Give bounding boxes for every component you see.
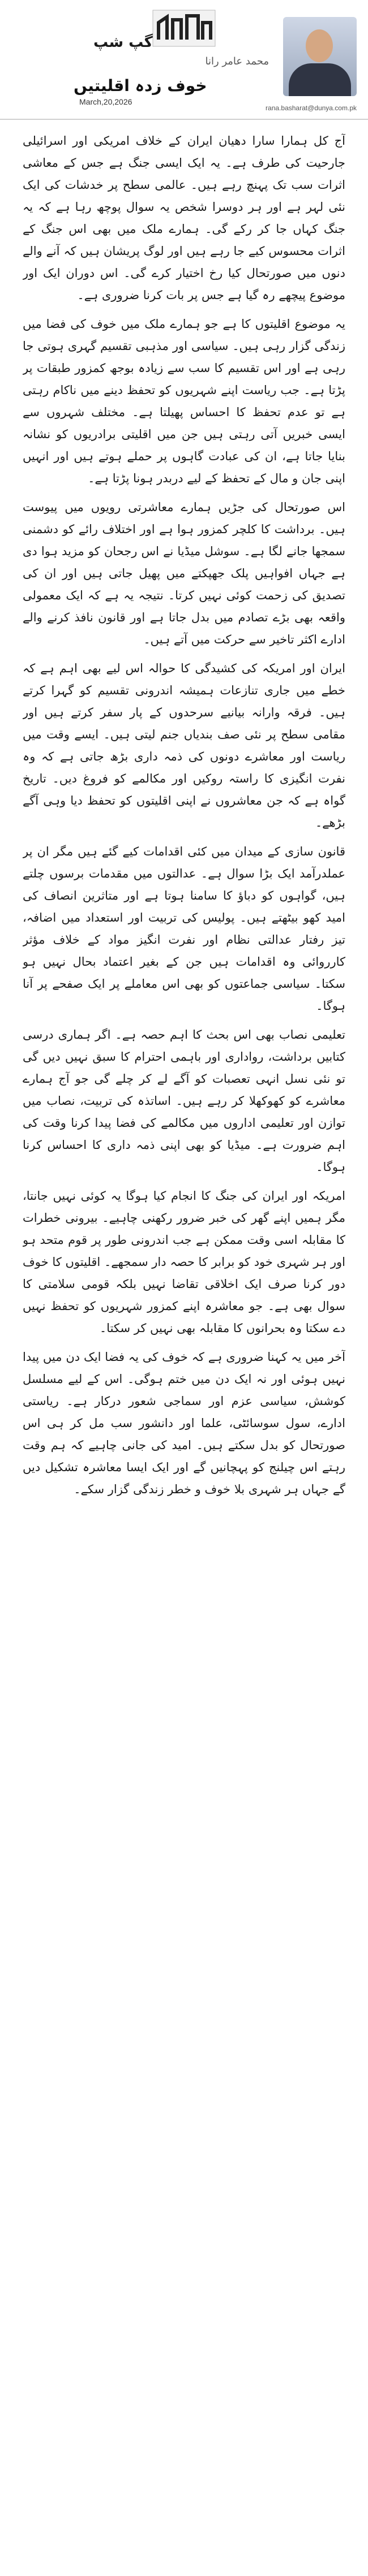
paragraph: یہ موضوع اقلیتوں کا ہے جو ہمارے ملک میں خوف کی فضا میں زندگی گزار رہی ہیں۔ سیاسی اور مذہبی تقسیم گہری ہوتی جا رہی ہے اور اس تقسیم کا سب سے زیادہ بوجھ کمزور طبقات پر پڑتا ہے۔ جب ریاست اپنے شہریوں کو تحفظ دینے میں ناکام رہتی ہے تو عدم تحفظ کا احساس پھیلتا ہے۔ مختلف شہروں سے ایسی خبریں آتی رہتی ہیں جن میں اقلیتی برادریوں کو نشانہ بنایا جاتا ہے، ان کی عبادت گاہوں پر حملے ہوتے ہیں اور انہیں اپنی جان و مال کے تحفظ کے لیے دربدر ہونا پڑتا ہے۔ — [23, 317, 345, 485]
paragraph: امریکہ اور ایران کی جنگ کا انجام کیا ہوگا یہ کوئی نہیں جانتا، مگر ہمیں اپنے گھر کی خبر ضرور رکھنی چاہیے۔ بیرونی خطرات کا مقابلہ اسی وقت ممکن ہے جب اندرونی طور پر قوم متحد ہو اور ہر شہری خود کو برابر کا حصہ دار سمجھے۔ اقلیتوں کا خوف دور کرنا صرف ایک اخلاقی تقاضا نہیں بلکہ قومی سلامتی کا سوال بھی ہے۔ جو معاشرہ اپنے کمزور شہریوں کو تحفظ نہیں دے سکتا وہ بحرانوں کا مقابلہ بھی نہیں کر سکتا۔ — [23, 1189, 345, 1335]
author-email: rana.basharat@dunya.com.pk — [266, 104, 357, 112]
paragraph: آخر میں یہ کہنا ضروری ہے کہ خوف کی یہ فضا ایک دن میں پیدا نہیں ہوئی اور نہ ایک دن میں ختم ہوگی۔ اس کے لیے مسلسل کوشش، سیاسی عزم اور سماجی شعور درکار ہے۔ ریاستی ادارے، سول سوسائٹی، علما اور دانشور سب مل کر ہی اس صورتحال کو بدل سکتے ہیں۔ امید کی جانی چاہیے کہ ہم وقت رہتے اس چیلنج کو پہچانیں گے اور ایک ایسا معاشرہ تشکیل دیں گے جہاں ہر شہری بلا خوف و خطر زندگی گزار سکے۔ — [23, 1350, 345, 1496]
column-name: گپ شپ — [93, 34, 153, 51]
article-title: خوف زدہ اقلیتیں — [74, 76, 207, 95]
author-photo — [283, 17, 357, 96]
author-name: محمد عامر رانا — [205, 55, 269, 67]
column-header — [0, 0, 368, 120]
newspaper-logo — [147, 6, 221, 51]
paragraph: آج کل ہمارا سارا دھیان ایران کے خلاف امریکی اور اسرائیلی جارحیت کی طرف ہے۔ یہ ایک ایسی جنگ ہے جس کے معاشی اثرات سب تک پہنچ رہے ہیں۔ عالمی سطح پر خدشات کی ایک نئی لہر ہے اور ہر دوسرا شخص یہ سوال پوچھ رہا ہے کہ یہ جنگ کہاں جا کر رکے گی۔ ہمارے ملک میں بھی اس جنگ کے اثرات محسوس کیے جا رہے ہیں اور لوگ پریشان ہیں کہ آنے والے دنوں میں صورتحال کیا رخ اختیار کرے گی۔ اس دوران ایک اور موضوع پیچھے رہ گیا ہے جس پر بات کرنا ضروری ہے۔ — [23, 134, 345, 302]
article-body — [23, 130, 345, 2561]
publish-date: March,20,2026 — [79, 97, 132, 106]
paragraph: تعلیمی نصاب بھی اس بحث کا اہم حصہ ہے۔ اگر ہماری درسی کتابیں برداشت، رواداری اور باہمی احترام کا سبق نہیں دیں گی تو نئی نسل انہی تعصبات کو آگے لے کر چلے گی جو آج ہمارے معاشرے کو کھوکھلا کر رہے ہیں۔ اساتذہ کی تربیت، نصاب میں توازن اور تعلیمی اداروں میں مکالمے کی فضا پیدا کرنا وقت کی اہم ضرورت ہے۔ میڈیا کو بھی اپنی ذمہ داری کا احساس کرنا ہوگا۔ — [23, 1028, 345, 1174]
paragraph: قانون سازی کے میدان میں کئی اقدامات کیے گئے ہیں مگر ان پر عملدرآمد ایک بڑا سوال ہے۔ عدالتوں میں مقدمات برسوں چلتے ہیں، گواہوں کو دباؤ کا سامنا ہوتا ہے اور متاثرین انصاف کی امید کھو بیٹھتے ہیں۔ پولیس کی تربیت اور استعداد میں اضافہ، تیز رفتار عدالتی نظام اور نفرت انگیز مواد کے خلاف مؤثر کارروائی وہ اقدامات ہیں جن کے بغیر اعتماد بحال نہیں ہو سکتا۔ سیاسی جماعتوں کو بھی اس معاملے پر ایک صفحے پر آنا ہوگا۔ — [23, 845, 345, 1013]
paragraph: اس صورتحال کی جڑیں ہمارے معاشرتی رویوں میں پیوست ہیں۔ برداشت کا کلچر کمزور ہوا ہے اور اختلاف رائے کو دشمنی سمجھا جانے لگا ہے۔ سوشل میڈیا نے اس رجحان کو مزید ہوا دی ہے جہاں افواہیں پلک جھپکتے میں پھیل جاتی ہیں اور ان کی تصدیق کی زحمت کوئی نہیں کرتا۔ نتیجہ یہ ہے کہ ایک معمولی واقعہ بھی بڑے تصادم میں بدل جاتا ہے اور قانون نافذ کرنے والے ادارے اکثر تاخیر سے حرکت میں آتے ہیں۔ — [23, 500, 345, 646]
paragraph: ایران اور امریکہ کی کشیدگی کا حوالہ اس لیے بھی اہم ہے کہ خطے میں جاری تنازعات ہمیشہ اندرونی تقسیم کو گہرا کرتے ہیں۔ فرقہ وارانہ بیانیے سرحدوں کے پار سفر کرتے ہیں اور مقامی سطح پر نئی صف بندیاں جنم لیتی ہیں۔ ایسے وقت میں ریاست اور معاشرے دونوں کی ذمہ داری بڑھ جاتی ہے کہ وہ نفرت انگیزی کا راستہ روکیں اور مکالمے کو فروغ دیں۔ تاریخ گواہ ہے کہ جن معاشروں نے اپنی اقلیتوں کو تحفظ دیا وہی آگے بڑھے۔ — [23, 662, 345, 829]
